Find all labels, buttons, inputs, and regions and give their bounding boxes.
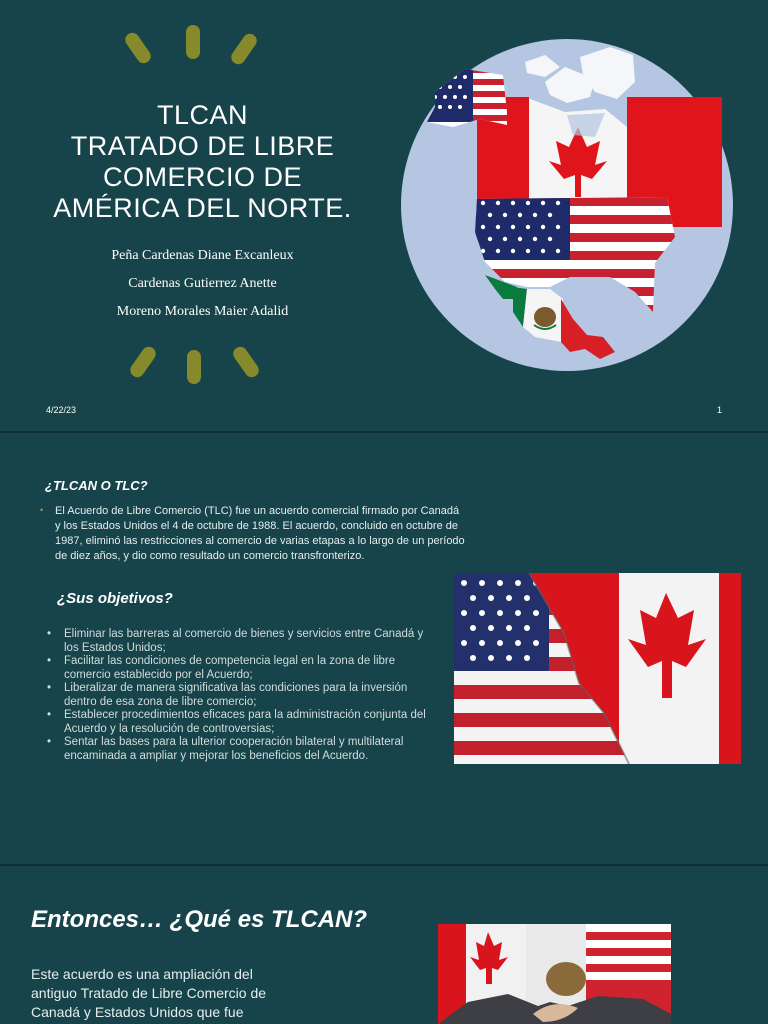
decor-pill bbox=[187, 350, 201, 384]
decor-pill bbox=[186, 25, 200, 59]
slide2-heading: ¿TLCAN O TLC? bbox=[45, 478, 148, 493]
slide-date: 4/22/23 bbox=[46, 405, 77, 415]
decor-pill bbox=[128, 344, 159, 380]
decor-pill bbox=[231, 344, 262, 380]
slide-number: 1 bbox=[717, 405, 723, 415]
list-item: • Sentar las bases para la ulterior cooperación bilateral y multilateral encaminada a ampliar y mejorar los beneficios del Acuerdo. bbox=[47, 736, 427, 763]
usa-canada-flags-image bbox=[454, 573, 741, 764]
author-list bbox=[40, 242, 365, 326]
slide2-paragraph: El Acuerdo de Libre Comercio (TLC) fue un acuerdo comercial firmado por Canadá y los Estados Unidos el 4 de octubre de 1988. El acuerdo, concluido en octubre de 1987, eliminó las restricciones al comercio de varias etapas a lo largo de un período de diez años, y dio como resultado un comercio transfronterizo. bbox=[55, 505, 465, 562]
north-america-flag-map bbox=[395, 37, 735, 377]
list-item: • Eliminar las barreras al comercio de bienes y servicios entre Canadá y los Estados Unidos; bbox=[47, 628, 427, 655]
list-item: • Establecer procedimientos eficaces para la administración conjunta del Acuerdo y la resolución de controversias; bbox=[47, 709, 427, 736]
list-item: • Liberalizar de manera significativa las condiciones para la inversión dentro de esa zona de libre comercio; bbox=[47, 682, 427, 709]
slide3-heading: Entonces… ¿Qué es TLCAN? bbox=[31, 906, 368, 933]
decor-pill bbox=[123, 30, 154, 66]
slide-1 bbox=[0, 0, 768, 431]
decor-pill bbox=[229, 31, 260, 67]
objectives-list bbox=[47, 628, 427, 763]
list-item: • Facilitar las condiciones de competencia legal en la zona de libre comercio establecido por el Acuerdo; bbox=[47, 655, 427, 682]
objectives-heading: ¿Sus objetivos? bbox=[57, 590, 173, 607]
slide3-paragraph: Este acuerdo es una ampliación del antiguo Tratado de Libre Comercio de Canadá y Estados Unidos que fue bbox=[31, 966, 267, 1020]
bullet-marker: • bbox=[40, 505, 44, 515]
author-name: Cardenas Gutierrez Anette bbox=[128, 276, 277, 291]
author-name: Peña Cardenas Diane Excanleux bbox=[111, 248, 294, 263]
author-name: Moreno Morales Maier Adalid bbox=[116, 304, 289, 319]
presentation-title: TLCAN TRATADO DE LIBRE COMERCIO DE AMÉRICA DEL NORTE. bbox=[53, 100, 352, 223]
trade-handshake-image bbox=[438, 924, 671, 1024]
